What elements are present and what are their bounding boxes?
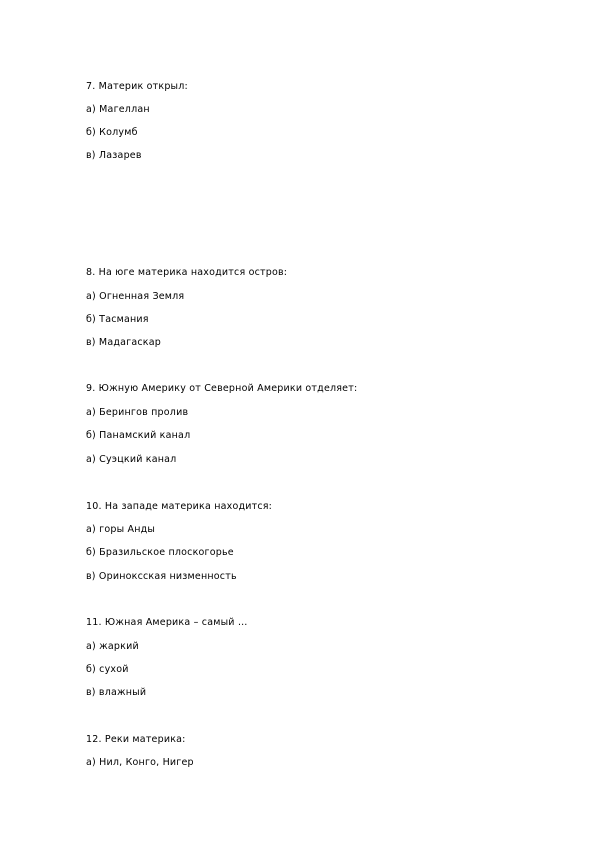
question-11-option-a: а) жаркий — [86, 641, 139, 652]
question-11-option-b: б) сухой — [86, 664, 129, 675]
question-11-text: 11. Южная Америка – самый … — [86, 617, 248, 628]
question-9-text: 9. Южную Америку от Северной Америки отделяет: — [86, 383, 358, 394]
question-7-option-b: б) Колумб — [86, 127, 138, 138]
question-10-option-c: в) Ориноксская низменность — [86, 571, 237, 582]
question-7-option-c: в) Лазарев — [86, 150, 142, 161]
question-12-text: 12. Реки материка: — [86, 734, 186, 745]
question-8-text: 8. На юге материка находится остров: — [86, 267, 288, 278]
question-9-option-a: а) Берингов пролив — [86, 407, 189, 418]
question-8-option-b: б) Тасмания — [86, 314, 149, 325]
question-8-option-c: в) Мадагаскар — [86, 337, 161, 348]
question-9-option-b: б) Панамский канал — [86, 430, 191, 441]
question-10-option-b: б) Бразильское плоскогорье — [86, 547, 234, 558]
question-10-option-a: а) горы Анды — [86, 524, 156, 535]
question-7-text: 7. Материк открыл: — [86, 81, 188, 92]
question-8-option-a: а) Огненная Земля — [86, 291, 185, 302]
question-7-option-a: а) Магеллан — [86, 104, 150, 115]
question-11-option-c: в) влажный — [86, 687, 147, 698]
question-9-option-c: а) Суэцкий канал — [86, 454, 177, 465]
question-12-option-a: а) Нил, Конго, Нигер — [86, 757, 194, 768]
question-10-text: 10. На западе материка находится: — [86, 501, 273, 512]
